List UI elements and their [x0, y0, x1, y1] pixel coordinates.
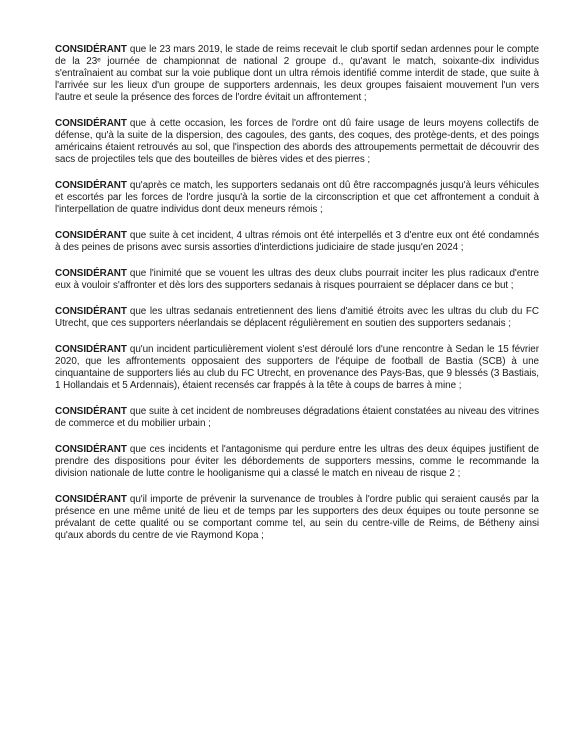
considerant-keyword: CONSIDÉRANT: [55, 444, 127, 455]
considerant-keyword: CONSIDÉRANT: [55, 118, 127, 129]
considerant-keyword: CONSIDÉRANT: [55, 180, 127, 191]
considerant-paragraph-5: [55, 268, 539, 292]
considerant-paragraph-4: [55, 230, 539, 254]
considerant-paragraph-7: [55, 344, 539, 392]
considerant-keyword: CONSIDÉRANT: [55, 230, 127, 241]
considerant-paragraph-1: [55, 44, 539, 104]
paragraph-text: que ces incidents et l'antagonisme qui perdure entre les ultras des deux équipes justifient de prendre des dispositions pour éviter les débordements de supporters messins, comme le recommande la division nationale de lutte contre le hooliganisme qui a classé le match en niveau de risque 2 ;: [55, 444, 539, 479]
paragraph-text: que suite à cet incident de nombreuses dégradations étaient constatées au niveau des vitrines de commerce et du mobilier urbain ;: [55, 406, 539, 429]
considerant-keyword: CONSIDÉRANT: [55, 494, 127, 505]
considerant-keyword: CONSIDÉRANT: [55, 44, 127, 55]
considerant-paragraph-8: [55, 406, 539, 430]
considerant-keyword: CONSIDÉRANT: [55, 306, 127, 317]
considerant-paragraph-10: [55, 494, 539, 542]
paragraph-text: que le 23 mars 2019, le stade de reims recevait le club sportif sedan ardennes pour le compte de la 23ᵉ journée de championnat de national 2 groupe d., qu'avant le match, soixante-dix individus s'entraînaient au combat sur la voie publique dont un ultra rémois identifié comme interdit de stade, que suite à l'arrivée sur les lieux d'un groupe de supporters ardennais, les deux groupes faisaient mouvement l'un vers l'autre et seule la présence des forces de l'ordre évitait un affrontement ;: [55, 44, 539, 103]
considerant-paragraph-2: [55, 118, 539, 166]
paragraph-text: qu'après ce match, les supporters sedanais ont dû être raccompagnés jusqu'à leurs véhicules et escortés par les forces de l'ordre jusqu'à la sortie de la circonscription et que cet affrontement a conduit à l'interpellation de quatre individus dont deux meneurs rémois ;: [55, 180, 539, 215]
considerant-keyword: CONSIDÉRANT: [55, 406, 127, 417]
considerant-keyword: CONSIDÉRANT: [55, 268, 127, 279]
paragraph-text: que suite à cet incident, 4 ultras rémois ont été interpellés et 3 d'entre eux ont été condamnés à des peines de prisons avec sursis assorties d'interdictions judiciaire de stade jusqu'en 2024 ;: [55, 230, 539, 253]
paragraph-text: qu'un incident particulièrement violent s'est déroulé lors d'une rencontre à Sedan le 15 février 2020, que les affrontements opposaient des supporters de l'équipe de football de Bastia (SCB) à une cinquantaine de supporters liés au club du FC Utrecht, en provenance des Pays-Bas, que 9 blessés (3 Bastiais, 1 Hollandais et 5 Ardennais), étaient recensés car frappés à la tête à coups de barres à mine ;: [55, 344, 539, 391]
paragraph-text: qu'il importe de prévenir la survenance de troubles à l'ordre public qui seraient causés par la présence en une même unité de lieu et de temps par les supporters des deux équipes ou toute personne se prévalant de cette qualité ou se comportant comme tel, au sein du centre-ville de Reims, de Bétheny ainsi qu'aux abords du centre de vie Raymond Kopa ;: [55, 494, 539, 541]
considerant-paragraph-3: [55, 180, 539, 216]
paragraph-text: que l'inimité que se vouent les ultras des deux clubs pourrait inciter les plus radicaux d'entre eux à vouloir s'affronter et dès lors des supporters sedanais à risques pourraient se déplacer dans ce but ;: [55, 268, 539, 291]
considerant-paragraph-9: [55, 444, 539, 480]
paragraph-text: que à cette occasion, les forces de l'ordre ont dû faire usage de leurs moyens collectifs de défense, qu'à la suite de la dispersion, des cagoules, des gants, des coques, des protège-dents, et des poings américains étaient retrouvés au sol, que l'inspection des abords des attroupements permettait de découvrir des sacs de projectiles tels que des bouteilles de bières vides et des pierres ;: [55, 118, 539, 165]
paragraph-text: que les ultras sedanais entretiennent des liens d'amitié étroits avec les ultras du club du FC Utrecht, que ces supporters néerlandais se déplacent régulièrement en soutien des supporters sedanais ;: [55, 306, 539, 329]
considerant-keyword: CONSIDÉRANT: [55, 344, 127, 355]
considerant-paragraph-6: [55, 306, 539, 330]
